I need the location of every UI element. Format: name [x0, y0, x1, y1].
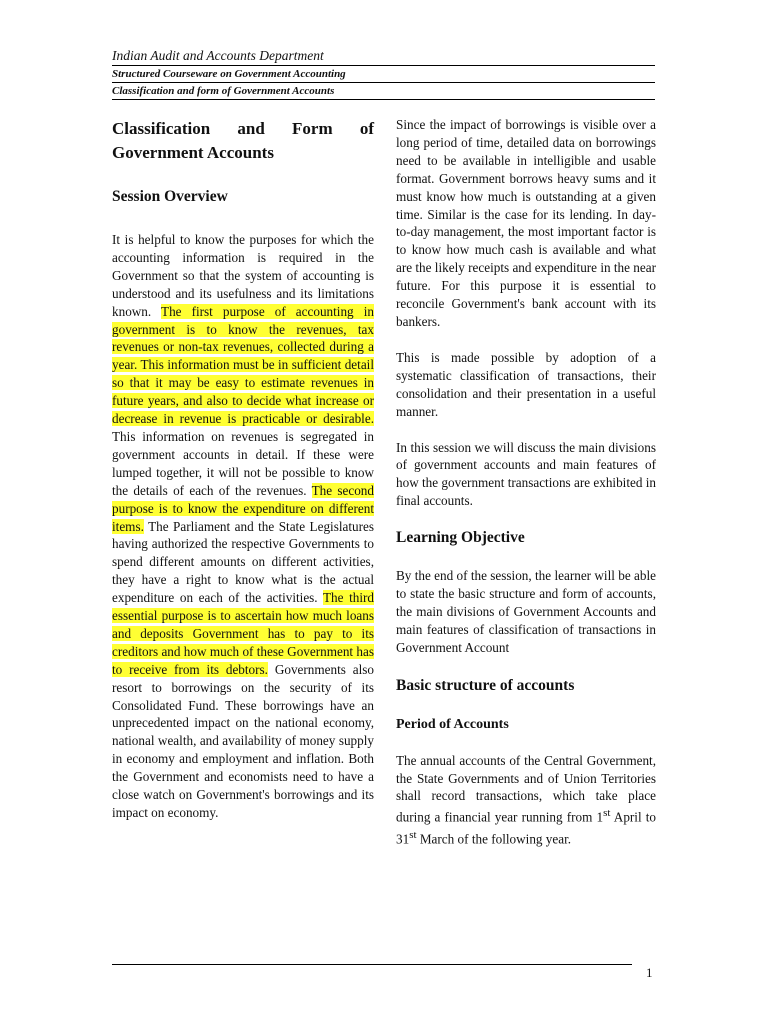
period-of-accounts-paragraph — [396, 752, 656, 848]
period-of-accounts-heading: Period of Accounts — [396, 716, 509, 732]
paragraph-text: It is helpful to know the purposes for which the accounting information is required in the Government so that the system of accounting is understood and its usefulness and its limitations known. — [112, 232, 374, 319]
header-course: Structured Courseware on Government Accounting — [112, 66, 655, 83]
highlighted-text-second-purpose: The second purpose is to know the expenditure on different items. — [112, 482, 374, 534]
paragraph-text: April to 31 — [396, 809, 657, 847]
superscript: st — [603, 807, 611, 820]
page-number: 1 — [646, 965, 653, 980]
classification-paragraph: This is made possible by adoption of a systematic classification of transactions, their consolidation and their presentation in a useful manner. — [396, 349, 656, 419]
session-overview-paragraph — [112, 231, 374, 822]
header-department: Indian Audit and Accounts Department — [112, 48, 655, 66]
highlighted-text-third-purpose: The third essential purpose is to ascertain how much loans and deposits Government has to pay to its creditors and how much of these Government has to receive from its debtors. — [112, 590, 374, 677]
document-title-line1: Classification and Form of — [112, 119, 374, 138]
page-header — [112, 48, 655, 100]
session-intro-paragraph: In this session we will discuss the main divisions of government accounts and main features of how the government transactions are exhibited in final accounts. — [396, 439, 657, 509]
document-title-line2: Government Accounts — [112, 143, 274, 162]
paragraph-text: The annual accounts of the Central Government, the State Governments and of Union Territories shall record transactions, which take place during a financial year running from 1 — [396, 752, 656, 825]
learning-objective-heading: Learning Objective — [396, 529, 525, 547]
highlighted-text-first-purpose: The first purpose of accounting in government is to know the revenues, tax revenues or non-tax revenues, collected during a year. This information must be in sufficient detail so that it may be easy to estimate revenues in future years, and also to decide what increase or decrease in revenue is practicable or desirable. — [112, 303, 374, 427]
learning-objective-paragraph: By the end of the session, the learner will be able to state the basic structure and form of accounts, the main divisions of Government Accounts and main features of classification of transactions in Government Account — [396, 568, 656, 655]
left-column — [112, 116, 374, 822]
header-topic: Classification and form of Government Accounts — [112, 83, 655, 100]
paragraph-text: March of the following year. — [416, 831, 572, 847]
paragraph-text: The Parliament and the State Legislatures having authorized the respective Governments to spend different amounts on different activities, they have a right to know what is the actual expenditure on each of the activities. — [112, 518, 374, 606]
paragraph-text: Governments also resort to borrowings on the security of its Consolidated Fund. These borrowings have an unprecedented impact on the national economy, national wealth, and availability of money supply in economy and employment and inflation. Both the Government and economists need to have a close watch on Government's borrowings and its impact on economy. — [112, 661, 374, 820]
superscript: st — [409, 828, 417, 841]
footer-rule — [112, 964, 632, 965]
paragraph-text: This information on revenues is segregated in government accounts in detail. If these were lumped together, it will not be possible to know the details of each of the revenues. — [112, 428, 374, 498]
session-overview-heading: Session Overview — [112, 188, 228, 205]
right-column — [396, 116, 656, 848]
borrowings-paragraph: Since the impact of borrowings is visible over a long period of time, detailed data on borrowings need to be available in intelligible and usable format. Government borrows heavy sums and it must know how much is outstanding at a given time. Similar is the case for its lending. In day-to-day management, the most important factor is to know how much cash is available and what are the likely receipts and expenditure in the near future. For this purpose it is essential to reconcile Government's bank account with its bankers. — [396, 117, 656, 329]
basic-structure-heading: Basic structure of accounts — [396, 676, 575, 694]
